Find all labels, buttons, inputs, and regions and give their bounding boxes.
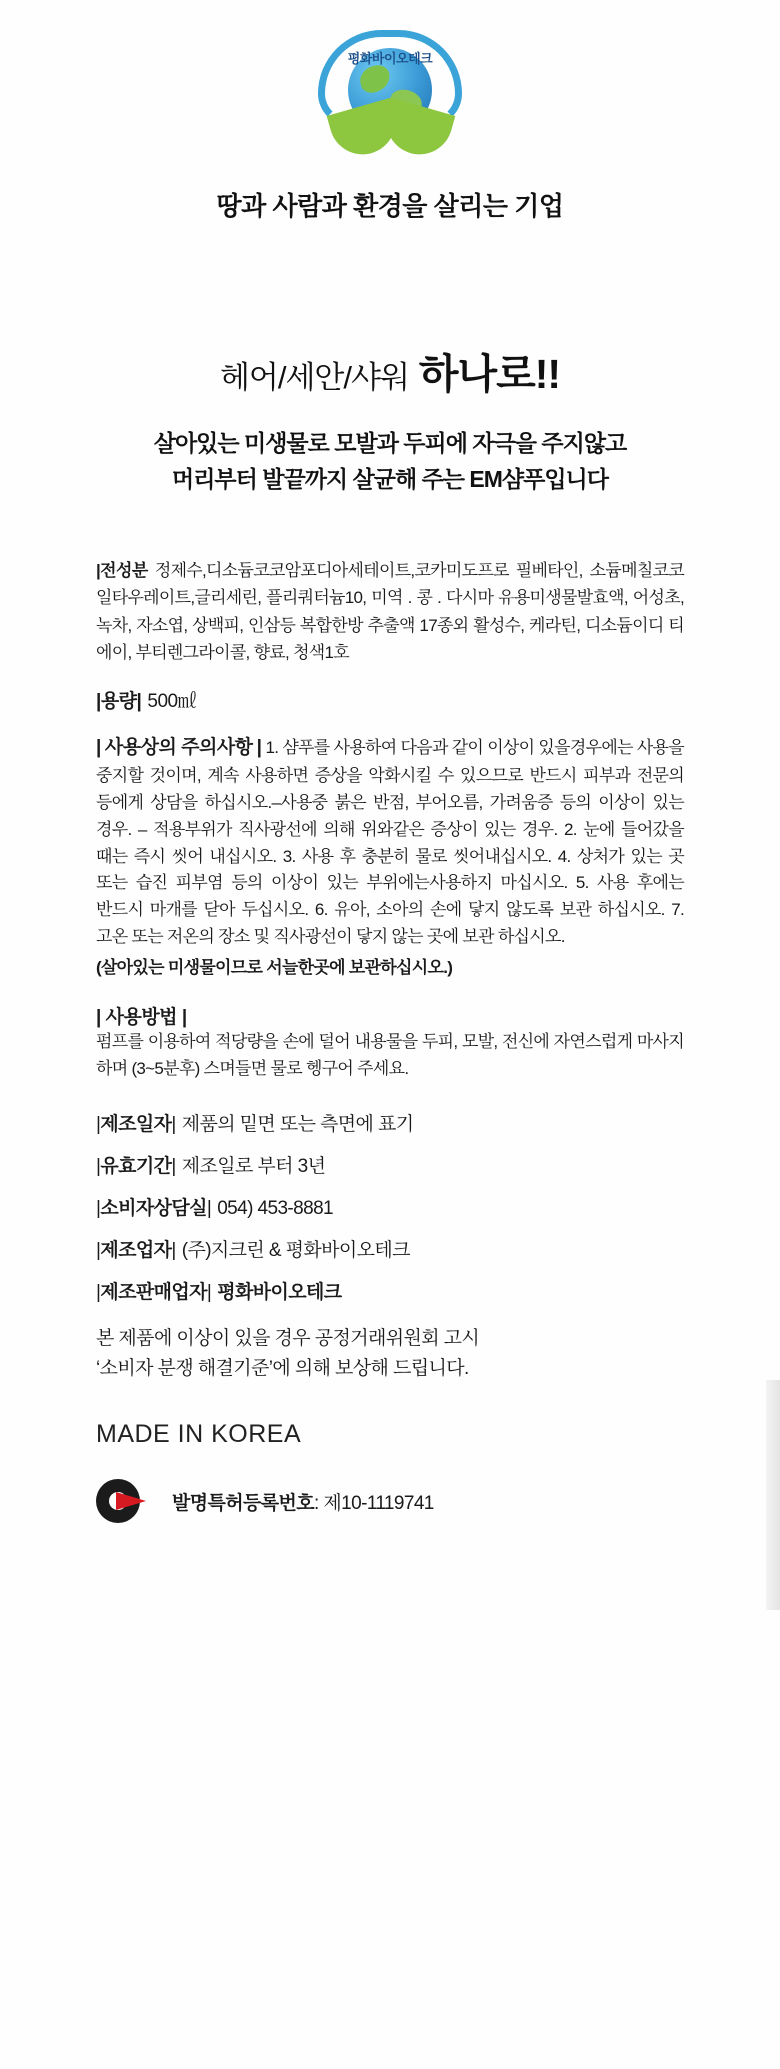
ingredients-part1: 정제수,디소듐코코암포디아세테이트,코카미도프로 필베타인, 소듐메칠코코일타우레이트,글리세린, 플리쿼터늄10, [96,561,684,608]
patent-block [96,1479,684,1523]
patent-text [172,1488,434,1515]
patent-number: : 제10-1119741 [314,1492,434,1514]
headline-block [96,341,684,497]
info-value: 평화바이오테크 [217,1281,342,1303]
scan-edge-shadow [766,1380,780,1610]
info-key: 제조판매업자 [100,1281,207,1303]
info-key: 제조업자 [100,1239,172,1261]
ingredients-label: 전성분 [100,561,148,581]
ingredients-text [96,557,684,666]
logo-block [96,0,684,223]
info-row-customer-service[interactable] [96,1193,684,1220]
usage-label-bar: | [96,1006,101,1028]
info-bar-end: | [171,1239,176,1261]
volume-label: 용량 [100,691,137,713]
caution-label-bar: | [96,737,101,759]
ingredients-label-bar: | [96,561,101,581]
logo-brand-text: 평화바이오테크 [347,51,433,66]
headline-primary [96,341,684,400]
caution-storage-note: (살아있는 미생물이므로 서늘한곳에 보관하십시오.) [96,958,453,978]
volume-label-bar-end: | [136,691,142,713]
usage-body: 펌프를 이용하여 적당량을 손에 덜어 내용물을 두피, 모발, 전신에 자연스럽게 마사지 하며 (3~5분후) 스며들면 물로 헹구어 주세요. [96,1031,684,1078]
caution-label: 사용상의 주의사항 [104,737,253,759]
info-value: (주)지크린 & 평화바이오테크 [181,1239,410,1261]
company-logo-icon [310,26,470,164]
info-key: 제조일자 [100,1113,172,1135]
patent-label: 발명특허등록번호 [172,1492,315,1514]
info-key: 소비자상담실 [100,1197,207,1219]
headline-secondary-line2: 머리부터 발끝까지 살균해 주는 EM샴푸입니다 [172,465,608,492]
info-bar-start: | [96,1281,101,1303]
caution-section [96,733,684,982]
info-bar-start: | [96,1197,101,1219]
info-bar-end: | [171,1155,176,1177]
info-bar-start: | [96,1155,101,1177]
info-value: 제품의 밑면 또는 측면에 표기 [181,1113,414,1135]
caution-label-bar-end: | [256,737,262,759]
info-bar-end: | [206,1281,212,1303]
made-in-text: MADE IN KOREA [96,1420,302,1449]
caution-text [96,733,684,982]
customer-service-phone[interactable]: 054) 453-8881 [217,1197,334,1219]
ingredients-bold: 미역 . 콩 . 다시마 유용미생물발효액, 어성초, 녹차, 자소엽, 상백피, 인삼등 복합한방 [96,588,684,635]
volume-value: 500㎖ [147,691,197,713]
patent-mark-icon [96,1479,158,1523]
info-bar-start: | [96,1113,101,1135]
info-bar-end: | [206,1197,212,1219]
headline-secondary [96,426,684,497]
ingredients-part2: 추출액 17종외 활성수, 케라틴, 디소듐이디 티에이, 부티렌그라이콜, 향료, 청색1호 [96,615,684,662]
logo-hands-icon [332,106,450,160]
info-bar-end: | [171,1113,176,1135]
patent-arrow-shape [116,1492,146,1510]
volume-label-bar: | [96,691,101,713]
info-value: 제조일로 부터 3년 [181,1155,326,1177]
headline-secondary-line1: 살아있는 미생물로 모발과 두피에 자극을 주지않고 [153,430,627,456]
consumer-dispute-disclaimer [96,1324,684,1385]
usage-label-bar-end: | [181,1006,187,1028]
ingredients-section [96,557,684,666]
info-key: 유효기간 [100,1155,172,1177]
usage-section [96,1002,684,1083]
headline-emphasis: 하나로!! [418,351,561,397]
caution-body: 1. 샴푸를 사용하여 다음과 같이 이상이 있을경우에는 사용을 중지할 것이며, 계속 사용하면 증상을 악화시킬 수 있으므로 반드시 피부과 전문의 등에게 상담을 하십시오.–사용중 붉은 반점, 부어오름, 가려움증 등의 이상이 있는 경우. – 적용부위가 직사광선에 의해 위와같은 증상이 있는 경우. 2. 눈에 들어갔을 때는 즉시 씻어 내십시오. 3. 사용 후 충분히 물로 씻어내십시오. 4. 상처가 있는 곳 또는 습진 피부염 등의 이상이 있는 부위에는사용하지 마십시오. 5. 사용 후에는 반드시 마개를 닫아 두십시오. 6. 유아, 소아의 손에 닿지 않도록 보관 하십시오. 7. 고온 또는 저온의 장소 및 직사광선이 닿지 않는 곳에 보관 하십시오. [96,738,684,947]
product-info-list [96,1109,684,1304]
volume-section [96,686,684,713]
disclaimer-line2: ‘소비자 분쟁 해결기준’에 의해 보상해 드립니다. [96,1358,469,1380]
company-tagline: 땅과 사람과 환경을 살리는 기업 [216,191,564,221]
disclaimer-line1: 본 제품에 이상이 있을 경우 공정거래위원회 고시 [96,1327,480,1349]
headline-prefix: 헤어/세안/샤워 [219,360,409,395]
usage-heading [96,1002,684,1029]
usage-label: 사용방법 [105,1006,178,1028]
info-bar-start: | [96,1239,101,1261]
info-row-expiry [96,1151,684,1178]
logo-hand-right [379,98,456,162]
info-row-distributor [96,1277,684,1304]
info-row-manufacturer [96,1235,684,1262]
label-body [96,557,684,1523]
info-row-manufacture-date [96,1109,684,1136]
